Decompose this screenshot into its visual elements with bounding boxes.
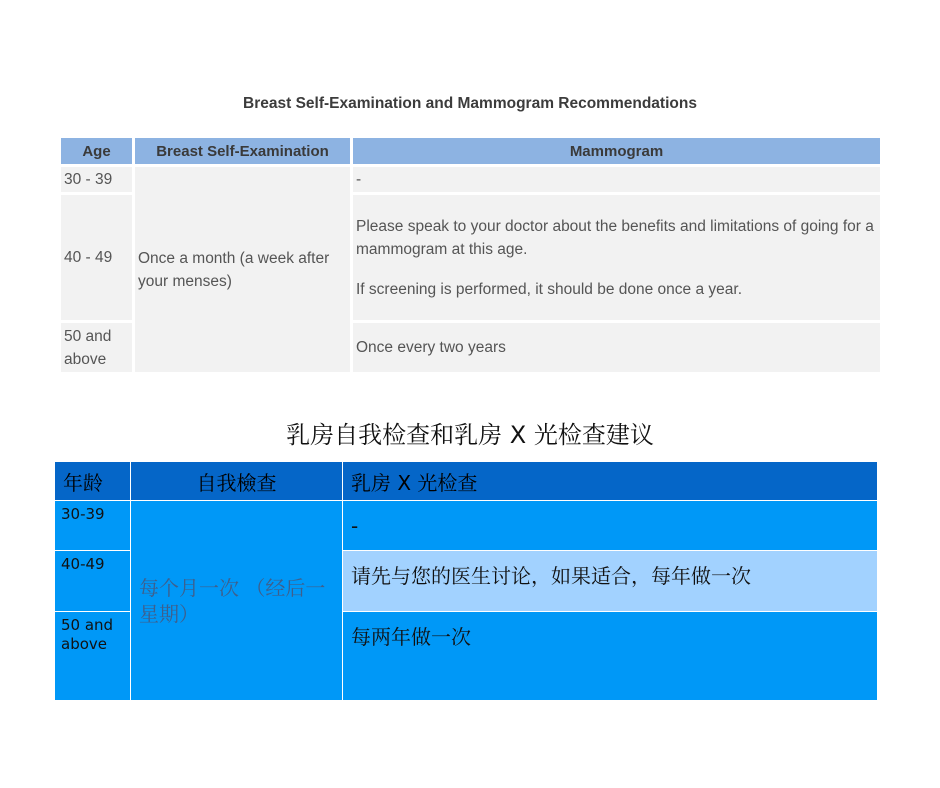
age-cell: 30 - 39 (60, 166, 134, 194)
age-cell: 50 and above (60, 322, 134, 374)
table-header-row (55, 462, 878, 501)
mammogram-cell: 请先与您的医生讨论，如果适合，每年做一次 (343, 551, 878, 612)
header-age: Age (60, 137, 134, 166)
mammogram-cell (352, 194, 882, 322)
table-row (60, 166, 882, 194)
age-cell: 40-49 (55, 551, 131, 612)
table-row (55, 501, 878, 551)
table-header-row (60, 137, 882, 166)
mammogram-cell: Once every two years (352, 322, 882, 374)
mammogram-cell: 每两年做一次 (343, 612, 878, 701)
chinese-recommendations-table (54, 461, 878, 701)
age-cell: 30-39 (55, 501, 131, 551)
mammogram-paragraph: If screening is performed, it should be done once a year. (356, 280, 743, 298)
mammogram-cell: - (352, 166, 882, 194)
age-cell: 40 - 49 (60, 194, 134, 322)
header-mammogram: 乳房 X 光检查 (343, 462, 878, 501)
header-self-exam: 自我檢查 (131, 462, 343, 501)
chinese-table-title: 乳房自我检查和乳房 X 光检查建议 (286, 421, 654, 449)
english-table-title: Breast Self-Examination and Mammogram Recommendations (243, 95, 697, 112)
header-age: 年龄 (55, 462, 131, 501)
english-recommendations-table (58, 135, 883, 375)
mammogram-paragraph: Please speak to your doctor about the benefits and limitations of going for a mammogram at this age. (356, 217, 874, 258)
header-self-exam: Breast Self-Examination (134, 137, 352, 166)
header-mammogram: Mammogram (352, 137, 882, 166)
self-exam-cell: 每个月一次 （经后一星期） (131, 501, 343, 701)
mammogram-cell: - (343, 501, 878, 551)
self-exam-cell: Once a month (a week after your menses) (134, 166, 352, 374)
age-cell: 50 and above (55, 612, 131, 701)
